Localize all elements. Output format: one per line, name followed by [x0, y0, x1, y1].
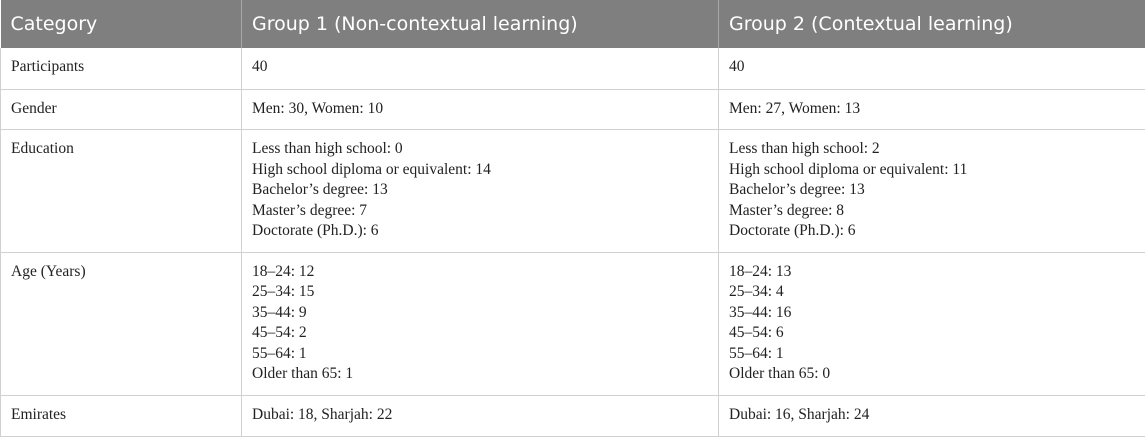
- cell-line: Bachelor’s degree: 13: [729, 180, 1135, 201]
- header-group-2: Group 2 (Contextual learning): [719, 0, 1145, 48]
- cell-line: Doctorate (Ph.D.): 6: [729, 221, 1135, 242]
- cell-line: Bachelor’s degree: 13: [252, 180, 708, 201]
- cell-line: 25–34: 15: [252, 282, 708, 303]
- cell-line: Master’s degree: 8: [729, 201, 1135, 222]
- table-row-participants: [1, 48, 1145, 89]
- cell-line: Less than high school: 0: [252, 139, 708, 160]
- cell-emirates-group-1: [242, 395, 719, 437]
- cell-age-group-1: [242, 252, 719, 395]
- table-row-age: [1, 252, 1145, 395]
- table-row-emirates: [1, 395, 1145, 437]
- cell-line: Master’s degree: 7: [252, 201, 708, 222]
- cell-line: Less than high school: 2: [729, 139, 1135, 160]
- cell-line: Older than 65: 1: [252, 364, 708, 385]
- cell-line: 40: [252, 57, 708, 78]
- cell-line: 40: [729, 57, 1135, 78]
- cell-line: Dubai: 18, Sharjah: 22: [252, 405, 708, 426]
- table-row-education: [1, 130, 1145, 253]
- row-label-participants: Participants: [1, 48, 242, 89]
- cell-gender-group-2: [719, 89, 1145, 130]
- header-group-1: Group 1 (Non-contextual learning): [242, 0, 719, 48]
- cell-participants-group-1: [242, 48, 719, 89]
- cell-education-group-1: [242, 130, 719, 253]
- cell-line: High school diploma or equivalent: 11: [729, 160, 1135, 181]
- table-row-gender: [1, 89, 1145, 130]
- cell-line: 45–54: 2: [252, 323, 708, 344]
- cell-line: 18–24: 12: [252, 262, 708, 283]
- cell-line: 35–44: 16: [729, 303, 1135, 324]
- row-label-education: Education: [1, 130, 242, 253]
- row-label-gender: Gender: [1, 89, 242, 130]
- cell-line: 25–34: 4: [729, 282, 1135, 303]
- cell-line: 35–44: 9: [252, 303, 708, 324]
- table-header: [1, 0, 1145, 48]
- table-body: [1, 48, 1145, 437]
- cell-line: Doctorate (Ph.D.): 6: [252, 221, 708, 242]
- cell-line: Older than 65: 0: [729, 364, 1135, 385]
- cell-line: 45–54: 6: [729, 323, 1135, 344]
- cell-participants-group-2: [719, 48, 1145, 89]
- row-label-emirates: Emirates: [1, 395, 242, 437]
- cell-line: Men: 27, Women: 13: [729, 99, 1135, 120]
- cell-emirates-group-2: [719, 395, 1145, 437]
- cell-line: 55–64: 1: [252, 344, 708, 365]
- header-row: [1, 0, 1145, 48]
- cell-line: 18–24: 13: [729, 262, 1135, 283]
- cell-line: Dubai: 16, Sharjah: 24: [729, 405, 1135, 426]
- cell-gender-group-1: [242, 89, 719, 130]
- cell-education-group-2: [719, 130, 1145, 253]
- cell-line: High school diploma or equivalent: 14: [252, 160, 708, 181]
- header-category: Category: [1, 0, 242, 48]
- cell-line: Men: 30, Women: 10: [252, 99, 708, 120]
- cell-line: 55–64: 1: [729, 344, 1135, 365]
- cell-age-group-2: [719, 252, 1145, 395]
- row-label-age: Age (Years): [1, 252, 242, 395]
